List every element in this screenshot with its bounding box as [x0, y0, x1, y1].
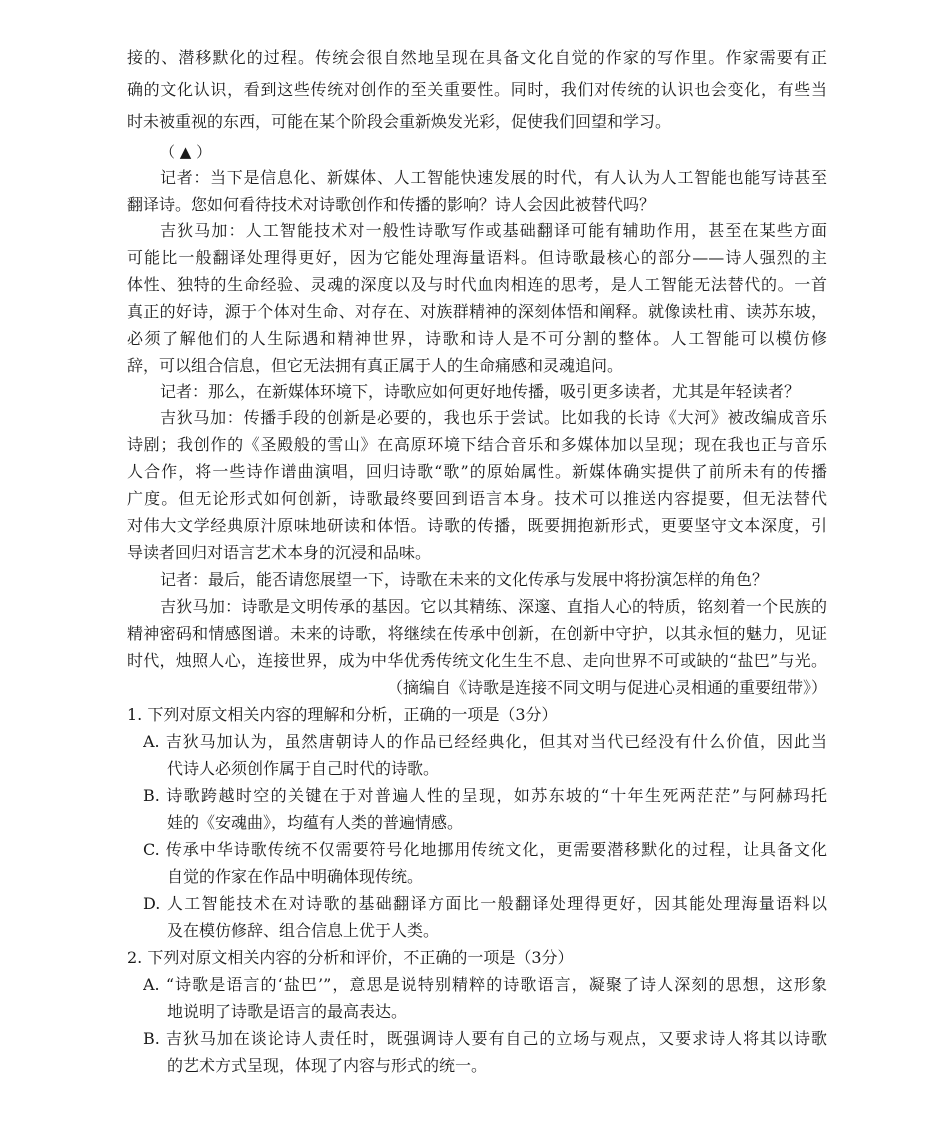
passage-line: 精神密码和情感图谱。未来的诗歌，将继续在传承中创新，在创新中守护，以其永恒的魅力，见证	[127, 624, 827, 643]
passage-line: 接的、潜移默化的过程。传统会很自然地呈现在具备文化自觉的作家的写作里。作家需要有正	[127, 48, 827, 67]
q1-option-a: A. 吉狄马加认为，虽然唐朝诗人的作品已经经典化，但其对当代已经没有什么价值，因此当	[143, 732, 827, 751]
answer-blank-placeholder: （ ▲ ）	[160, 143, 212, 161]
q1-option-b: B. 诗歌跨越时空的关键在于对普遍人性的呈现，如苏东坡的“十年生死两茫茫”与阿赫玛托	[143, 786, 827, 805]
q1-option-a-cont: 代诗人必须创作属于自己时代的诗歌。	[167, 759, 440, 778]
passage-line: 时代，烛照人心，连接世界，成为中华优秀传统文化生生不息、走向世界不可或缺的“盐巴”与光。	[127, 651, 827, 670]
passage-line: 人合作，将一些诗作谱曲演唱，回归诗歌“歌”的原始属性。新媒体确实提供了前所未有的传播	[127, 462, 827, 481]
passage-line: 记者：最后，能否请您展望一下，诗歌在未来的文化传承与发展中将扮演怎样的角色？	[160, 570, 769, 589]
q2-option-b: B. 吉狄马加在谈论诗人责任时，既强调诗人要有自己的立场与观点，又要求诗人将其以诗歌	[143, 1029, 827, 1048]
passage-line: 对伟大文学经典原汁原味地研读和体悟。诗歌的传播，既要拥抱新形式，更要坚守文本深度，引	[127, 516, 827, 535]
q1-option-d: D. 人工智能技术在对诗歌的基础翻译方面比一般翻译处理得更好，因其能处理海量语料以	[143, 894, 827, 913]
passage-line: 真正的好诗，源于个体对生命、对存在、对族群精神的深刻体悟和阐释。就像读杜甫、读苏东坡，	[127, 302, 827, 321]
q2-option-a-cont: 地说明了诗歌是语言的最高表达。	[167, 1002, 408, 1021]
passage-line: 必须了解他们的人生际遇和精神世界，诗歌和诗人是不可分割的整体。人工智能可以模仿修	[127, 329, 827, 348]
passage-line: 可能比一般翻译处理得更好，因为它能处理海量语料。但诗歌最核心的部分——诗人强烈的主	[127, 248, 827, 267]
passage-line: 记者：那么，在新媒体环境下，诗歌应如何更好地传播，吸引更多读者，尤其是年轻读者？	[160, 382, 801, 401]
passage-source: （摘编自《诗歌是连接不同文明与促进心灵相通的重要纽带》）	[386, 678, 827, 697]
passage-line: 诗剧；我创作的《圣殿般的雪山》在高原环境下结合音乐和多媒体加以呈现；现在我也正与音乐	[127, 435, 827, 454]
passage-line: 时未被重视的东西，可能在某个阶段会重新焕发光彩，促使我们回望和学习。	[127, 112, 672, 131]
passage-line: 导读者回归对语言艺术本身的沉浸和品味。	[127, 543, 432, 562]
passage-line: 翻译诗。您如何看待技术对诗歌创作和传播的影响？诗人会因此被替代吗？	[127, 195, 656, 214]
passage-line: 吉狄马加：诗歌是文明传承的基因。它以其精练、深邃、直指人心的特质，铭刻着一个民族的	[160, 597, 827, 616]
q1-option-c: C. 传承中华诗歌传统不仅需要符号化地挪用传统文化，更需要潜移默化的过程，让具备文化	[143, 840, 827, 859]
question-1-stem: 1. 下列对原文相关内容的理解和分析，正确的一项是（3分）	[127, 705, 558, 724]
q2-option-a: A. “诗歌是语言的‘盐巴’”，意思是说特别精粹的诗歌语言，凝聚了诗人深刻的思想，这形象	[143, 975, 827, 994]
passage-line: 确的文化认识，看到这些传统对创作的至关重要性。同时，我们对传统的认识也会变化，有些当	[127, 80, 827, 99]
q1-option-c-cont: 自觉的作家在作品中明确体现传统。	[167, 867, 424, 886]
q2-option-b-cont: 的艺术方式呈现，体现了内容与形式的统一。	[167, 1056, 488, 1075]
q1-option-b-cont: 娃的《安魂曲》，均蕴有人类的普遍情感。	[167, 813, 464, 832]
q1-option-d-cont: 及在模仿修辞、组合信息上优于人类。	[167, 921, 440, 940]
passage-line: 辞，可以组合信息，但它无法拥有真正属于人的生命痛感和灵魂追问。	[127, 356, 624, 375]
passage-line: 体性、独特的生命经验、灵魂的深度以及与时代血肉相连的思考，是人工智能无法替代的。一首	[127, 275, 827, 294]
passage-line: 记者：当下是信息化、新媒体、人工智能快速发展的时代，有人认为人工智能也能写诗甚至	[160, 168, 827, 187]
passage-line: 吉狄马加：传播手段的创新是必要的，我也乐于尝试。比如我的长诗《大河》被改编成音乐	[160, 408, 827, 427]
passage-line: 广度。但无论形式如何创新，诗歌最终要回到语言本身。技术可以推送内容提要，但无法替代	[127, 489, 827, 508]
passage-line: 吉狄马加：人工智能技术对一般性诗歌写作或基础翻译可能有辅助作用，甚至在某些方面	[160, 221, 827, 240]
question-2-stem: 2. 下列对原文相关内容的分析和评价，不正确的一项是（3分）	[127, 948, 574, 967]
